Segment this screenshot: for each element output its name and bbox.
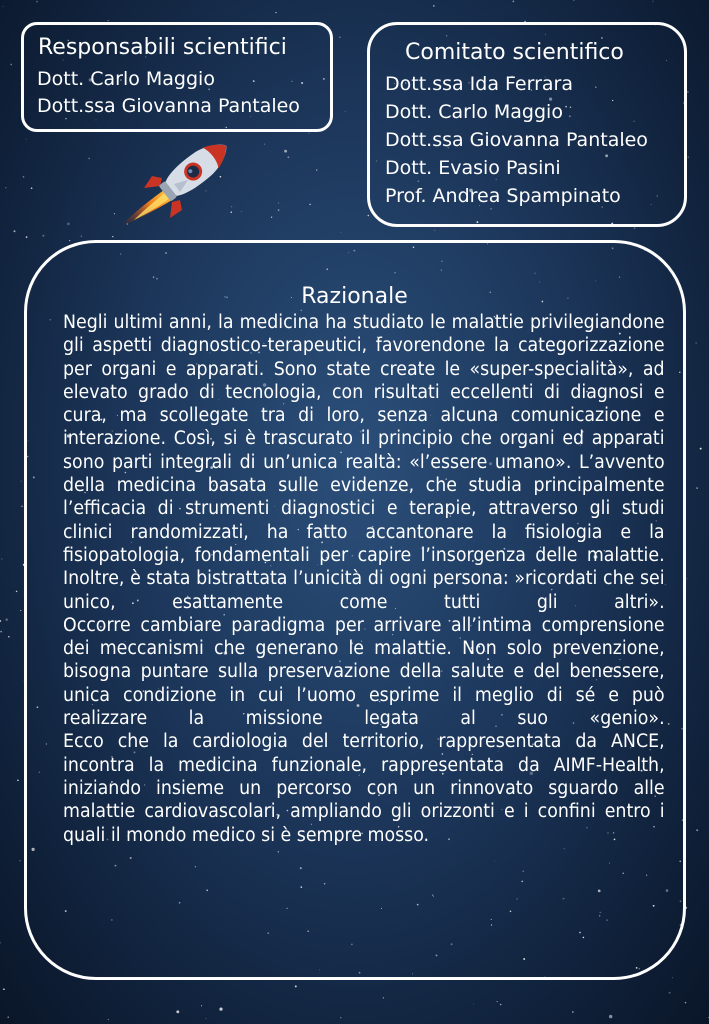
star [114, 213, 115, 214]
star [275, 12, 276, 13]
star [14, 230, 16, 232]
star [316, 169, 317, 170]
star [672, 977, 673, 978]
star [108, 1019, 109, 1020]
star [284, 150, 287, 153]
star [572, 1011, 574, 1013]
razionale-title: Razionale [301, 284, 408, 309]
star [634, 227, 636, 229]
star [1, 558, 2, 559]
star [685, 1002, 687, 1004]
star [3, 988, 5, 990]
star [10, 64, 12, 66]
star [696, 829, 698, 831]
responsabili-name-2: Dott.ssa Giovanna Pantaleo [37, 95, 300, 117]
star [241, 211, 242, 212]
star [8, 636, 10, 638]
star [3, 6, 4, 7]
star [16, 591, 18, 593]
star [69, 240, 70, 241]
responsabili-name-1: Dott. Carlo Maggio [37, 68, 215, 90]
star [669, 992, 671, 994]
razionale-paragraph-2: Occorre cambiare paradigma per arrivare all’intima comprensione dei meccanismi che generano le malattie. Non solo prevenzione, bisogna puntare sulla preservazione della salute e del benessere, unica condizione in cui l’uomo esprime il meglio di sé e può realizzare la missione legata al suo «genio». [63, 614, 665, 730]
razionale-paragraph-1: Negli ultimi anni, la medicina ha studiato le malattie privilegiandone gli aspetti diagnostico-terapeutici, favorendone la categorizzazione per organi e apparati. Sono state create le «super-specialità», ad elevato grado di tecnologia, con risultati eccellenti di diagnosi e cura, ma scollegate tra di loro, senza alcuna comunicazione e interazione. Così, si è trascurato il principio che organi ed apparati sono parti integrali di un’unica realtà: «l’essere umano». L’avvento della medicina basata sulle evidenze, che studia principalmente l’efficacia di strumenti diagnostici e terapie, attraverso gli studi clinici randomizzati, ha fatto accantonare la fisiologia e la fisiopatologia, fondamentali per capire l’insorgenza delle malattie. Inoltre, è stata bistrattata l’unicità di ogni persona: »ricordati che sei unico, esattamente come tutti gli altri». [63, 312, 665, 613]
star [609, 1015, 612, 1018]
star [573, 0, 574, 1]
star [0, 942, 1, 943]
star [36, 1, 38, 3]
star [345, 111, 346, 112]
star [339, 36, 340, 37]
star [383, 997, 384, 998]
star [264, 144, 265, 145]
star [309, 204, 311, 206]
star [5, 187, 6, 188]
star [20, 860, 21, 861]
star [497, 1001, 498, 1002]
comitato-name-5: Prof. Andrea Spampinato [385, 185, 621, 207]
star [287, 156, 289, 158]
rocket-icon [116, 134, 238, 230]
star [206, 1018, 207, 1019]
star [700, 448, 702, 450]
star [67, 223, 70, 226]
star [26, 236, 28, 238]
star [295, 985, 297, 987]
comitato-name-2: Dott. Carlo Maggio [385, 101, 563, 123]
razionale-paragraph-3: Ecco che la cardiologia del territorio, rappresentata da ANCE, incontra la medicina funzionale, rappresentata da AIMF-Health, iniziando insieme un percorso con un rinnovato sguardo alle malattie cardiovascolari, ampliando gli orizzonti e i confini entro i quali il mondo medico si è sempre mosso. [63, 731, 665, 846]
comitato-title: Comitato scientifico [405, 40, 624, 65]
star [278, 209, 280, 211]
star [21, 481, 22, 482]
star [17, 779, 19, 781]
star [695, 342, 696, 343]
star [278, 202, 279, 203]
star [5, 618, 8, 621]
star [652, 1, 653, 2]
razionale-body [63, 311, 665, 847]
star [341, 232, 342, 233]
star [176, 1010, 179, 1013]
star [21, 506, 22, 507]
star [219, 1007, 222, 1010]
star [42, 235, 44, 237]
star [112, 236, 113, 237]
star [686, 578, 687, 579]
star [0, 620, 1, 622]
star [31, 187, 33, 189]
star [26, 139, 27, 140]
star [687, 91, 688, 92]
star [368, 215, 370, 217]
comitato-name-3: Dott.ssa Giovanna Pantaleo [385, 129, 648, 151]
star [696, 487, 697, 488]
star [0, 631, 2, 633]
star [434, 230, 435, 231]
comitato-name-4: Dott. Evasio Pasini [385, 157, 561, 179]
star [271, 217, 272, 218]
star [88, 158, 89, 159]
star [500, 1004, 502, 1006]
star [688, 156, 690, 158]
responsabili-title: Responsabili scientifici [38, 35, 287, 60]
star [308, 133, 309, 134]
star [433, 5, 435, 7]
star [20, 610, 21, 611]
comitato-name-1: Dott.ssa Ida Ferrara [385, 73, 573, 95]
star [340, 1017, 341, 1018]
star [23, 176, 25, 178]
star [201, 1005, 202, 1006]
star [513, 1, 515, 3]
star [81, 236, 82, 237]
star [7, 1016, 9, 1018]
star [473, 1004, 474, 1005]
